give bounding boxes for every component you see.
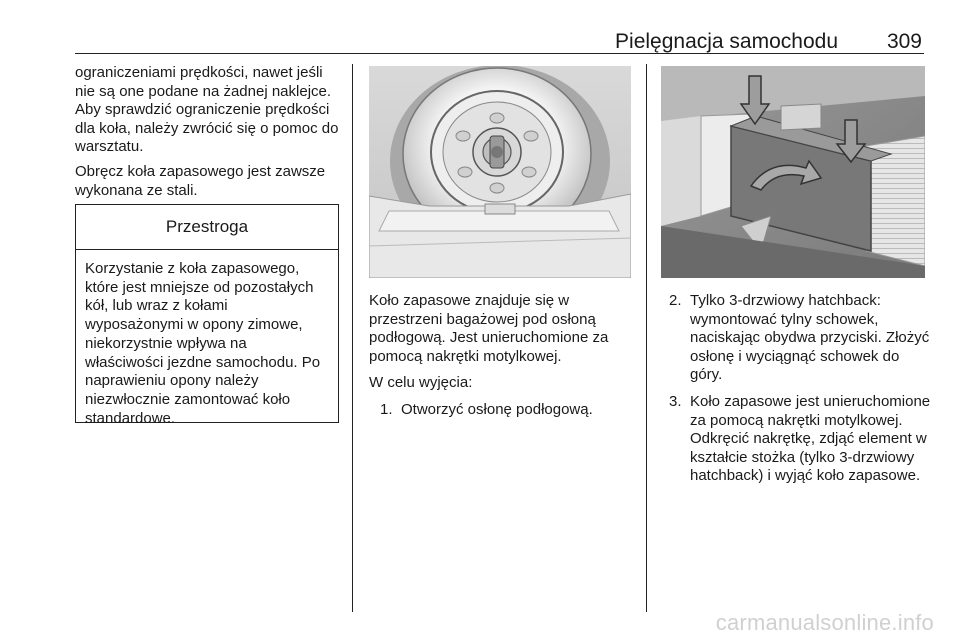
- caution-box: [75, 204, 339, 427]
- step-number: 1.: [380, 400, 393, 418]
- rear-storage-illustration: [661, 66, 925, 278]
- column-3-text: [669, 292, 931, 494]
- column-2-text: [369, 292, 637, 428]
- step-number: 2.: [669, 292, 682, 309]
- caution-body: Korzystanie z koła zapasowego, które jest mniejsze od pozostałych kół, lub wraz z kołami wyposażonymi w opony zimowe, niekorzystnie wpływa na właściwości jezdne samochodu. Po naprawieniu opony należy niezwłocznie zamontować koło standardowe.: [85, 260, 321, 427]
- step-number: 3.: [669, 392, 682, 410]
- step-text: Otworzyć osłonę podłogową.: [401, 400, 593, 418]
- column-1-text: [75, 64, 343, 206]
- step-text: Koło zapasowe jest unieruchomione za pomocą nakrętki motylkowej. Odkręcić nakrętkę, zdjąć element w kształcie stożka (tylko 3-drzwiowy hatchback) i wyjąć koło zapasowe.: [690, 392, 931, 485]
- paragraph: W celu wyjęcia:: [369, 374, 473, 392]
- step-item: [669, 393, 931, 486]
- paragraph: Koło zapasowe znajduje się w przestrzeni bagażowej pod osłoną podłogową. Jest unieruchomione za pomocą nakrętki motylkowej.: [369, 292, 609, 365]
- spare-wheel-illustration: [369, 66, 631, 278]
- step-item: [669, 292, 931, 385]
- header-title: Pielęgnacja samochodu: [615, 30, 838, 53]
- paragraph: ograniczeniami prędkości, nawet jeśli nie są one podane na żadnej naklejce. Aby sprawdzić ograniczenie prędkości dla koła, należy zwrócić się o pomoc do warsztatu.: [75, 64, 339, 156]
- column-divider-right: [646, 64, 647, 612]
- header-divider: [75, 53, 924, 54]
- paragraph: Obręcz koła zapasowego jest zawsze wykonana ze stali.: [75, 162, 326, 199]
- step-text: Tylko 3-drzwiowy hatchback: wymontować tylny schowek, naciskając obydwa przyciski. Złożyć osłonę i wyciągnąć schowek do góry.: [690, 292, 930, 384]
- caution-title: Przestroga: [165, 217, 249, 236]
- watermark: carmanualsonline.info: [715, 610, 934, 635]
- column-divider-left: [352, 64, 353, 612]
- page-number: 309: [886, 30, 922, 53]
- step-item: [369, 401, 637, 420]
